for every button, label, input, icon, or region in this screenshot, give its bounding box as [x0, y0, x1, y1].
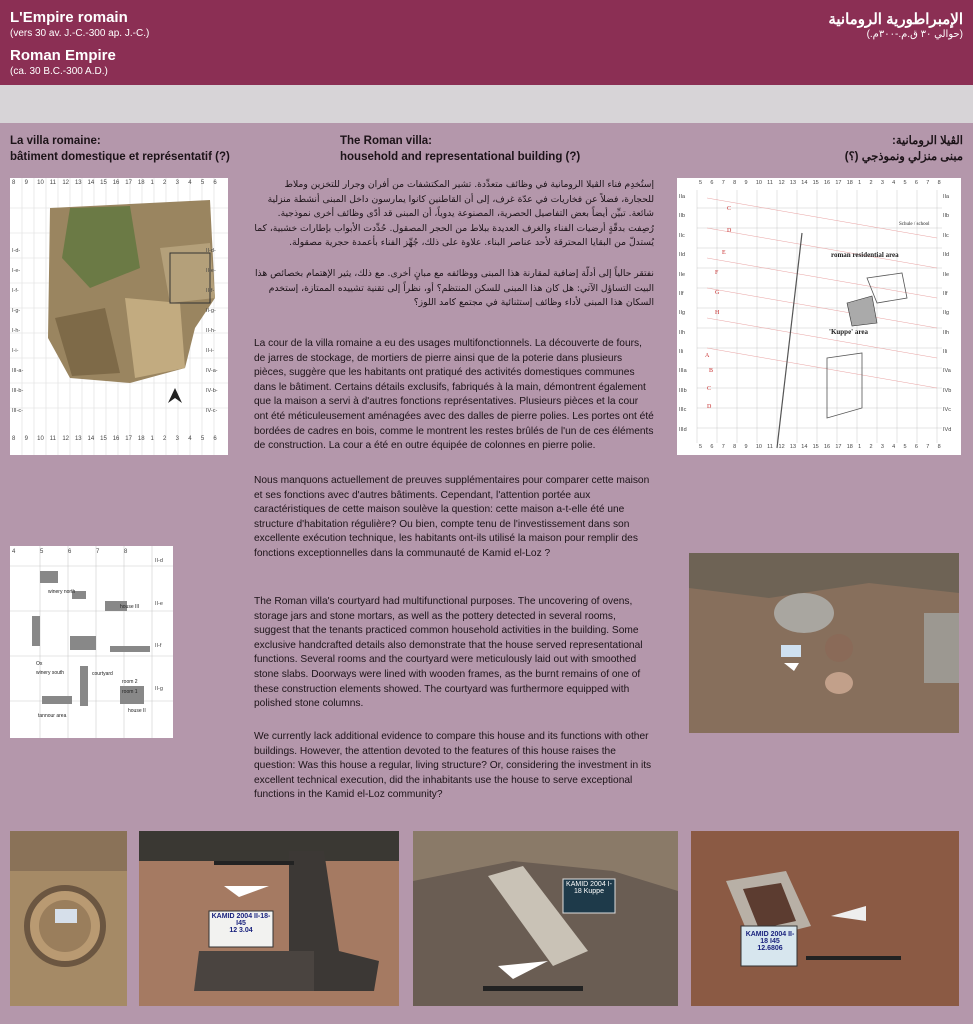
tick-label: 7 — [721, 444, 725, 450]
tick-label: 12 — [62, 180, 70, 186]
banner-fr-subtitle: (vers 30 av. J.-C.-300 ap. J.-C.) — [10, 28, 150, 39]
plan-room-label: tannour area — [38, 713, 67, 719]
plan3-room-labels — [10, 546, 173, 738]
tick-label: I-e- — [12, 268, 21, 274]
tick-label: IVa — [943, 368, 951, 375]
tick-label: 15 — [100, 180, 107, 186]
paragraph-english-2: We currently lack additional evidence to compare this house and its functions with other buildings. However, the attention devoted to the features of this house raises the question: Was this house a regular, living structure? Or, considering the investment in its excellent technical execution, did the inhabitants use the house to serve exceptional functions in the Kamid el-Loz community? — [254, 731, 652, 801]
tick-label: II-h- — [206, 328, 216, 334]
tick-label: 8 — [937, 444, 941, 450]
plan1-bottom-ticks — [12, 436, 226, 446]
title-banner — [0, 0, 973, 85]
plan-room-label: house II — [128, 708, 146, 714]
tick-label: 8 — [12, 180, 16, 186]
tick-label: 3 — [880, 180, 884, 186]
tick-label: 10 — [37, 180, 44, 186]
plan-grid-letter: G — [715, 290, 720, 296]
grey-strip — [0, 85, 973, 123]
tick-label: IIIc — [679, 407, 687, 414]
tick-label: 7 — [96, 549, 100, 555]
tick-label: 8 — [733, 180, 737, 186]
tick-label: 2 — [869, 444, 873, 450]
tick-label: IIa — [679, 194, 686, 200]
plan2-area-labels — [677, 178, 961, 455]
tick-label: 14 — [801, 180, 808, 186]
tick-label: 6 — [710, 444, 714, 450]
tick-label: I-f- — [12, 288, 19, 294]
tick-label: 16 — [112, 436, 120, 442]
tick-label: IIf — [679, 290, 684, 297]
excavation-photo-burnt-frame — [139, 831, 399, 1006]
heading-arabic-line1: الڤيلا الرومانية: — [892, 135, 963, 147]
tick-label: IVd — [943, 426, 952, 433]
tick-label: 13 — [74, 180, 82, 186]
tick-label: 5 — [903, 180, 907, 186]
banner-fr-title: L'Empire romain — [10, 9, 128, 26]
house-plan — [10, 546, 173, 738]
tick-label: II-g — [155, 685, 163, 692]
heading-english-line2: household and representational building (?) — [340, 151, 581, 163]
tick-label: IId — [679, 252, 686, 259]
tick-label: 8 — [733, 444, 737, 450]
heading-arabic-line2: مبنى منزلي ونموذجي (؟) — [844, 151, 963, 163]
tick-label: IIi — [679, 349, 684, 356]
tick-label: 9 — [744, 444, 748, 450]
tick-label: 6 — [213, 180, 217, 186]
plan1-top-ticks — [12, 180, 226, 190]
tick-label: IVb — [943, 387, 952, 394]
heading-french — [10, 133, 230, 165]
banner-en-subtitle: (ca. 30 B.C.-300 A.D.) — [10, 66, 108, 77]
tick-label: II-d- — [206, 248, 216, 254]
tick-label: 5 — [200, 436, 205, 442]
tick-label: 7 — [926, 444, 930, 450]
banner-ar-subtitle: (حوالي ٣٠ ق.م.-٣٠٠م.) — [866, 29, 963, 40]
tick-label: IIId — [679, 426, 687, 433]
tick-label: 6 — [914, 180, 918, 186]
tick-label: 9 — [744, 180, 748, 186]
heading-french-line2: bâtiment domestique et représentatif (?) — [10, 151, 230, 163]
tick-label: 1 — [858, 180, 862, 186]
tick-label: 5 — [40, 549, 44, 555]
excavation-photo-oven — [10, 831, 127, 1006]
tick-label: 5 — [200, 180, 205, 186]
tick-label: 13 — [789, 180, 797, 186]
photo4-find-tag: KAMID 2004 I-18 Kuppe — [566, 881, 612, 895]
tick-label: II-d — [155, 558, 163, 564]
plan-grid-letter: E — [722, 250, 726, 256]
tick-label: 2 — [163, 436, 167, 442]
heading-arabic — [845, 133, 963, 165]
tick-label: 8 — [124, 549, 128, 555]
tick-label: 17 — [835, 180, 842, 186]
plan-area-label: Schule / school — [899, 222, 930, 227]
tick-label: II-g- — [206, 308, 216, 314]
tick-label: 4 — [188, 436, 192, 442]
plan-room-label: room 1 — [122, 689, 138, 695]
tick-label: IV-b- — [206, 388, 218, 394]
tick-label: 15 — [812, 444, 819, 450]
tick-label: 15 — [812, 180, 819, 186]
tick-label: III-c- — [12, 408, 23, 414]
tick-label: IIe — [679, 271, 686, 278]
tick-label: 16 — [112, 180, 120, 186]
plan-room-label: courtyard — [92, 671, 113, 677]
tick-label: IIc — [679, 232, 685, 239]
tick-label: 5 — [903, 444, 907, 450]
photo3-tag-line2: 12 3.04 — [229, 927, 253, 934]
plan-grid-letter: C — [727, 206, 732, 212]
tick-label: 8 — [937, 180, 941, 186]
paragraph-english-1: The Roman villa's courtyard had multifunctional purposes. The uncovering of ovens, storage jars and stone mortars, as well as the pottery detected in several rooms, suggest that the tenants practiced common household activities in the building. Some exclusive handcrafted details also demonstrate that the house served representational functions. Several rooms and the courtyard were meticulously laid out with smoothed stone slabs. Doorways were lined with wooden frames, as the burnt remains of one of these construction elements showed. The courtyard was furthermore equipped with polished stone columns. — [254, 596, 643, 710]
tick-label: 14 — [87, 180, 95, 186]
banner-en-title: Roman Empire — [10, 47, 116, 64]
tick-label: 12 — [778, 180, 785, 186]
tick-label: 6 — [68, 549, 72, 555]
tick-label: 9 — [24, 180, 28, 186]
plan-area-label: roman residential area — [831, 251, 899, 259]
tick-label: 1 — [150, 436, 154, 442]
tick-label: 17 — [835, 444, 842, 450]
excavation-photo-column — [413, 831, 678, 1006]
tick-label: 6 — [914, 444, 918, 450]
tick-label: IIh — [943, 329, 950, 336]
tick-label: 17 — [125, 180, 132, 186]
tick-label: 11 — [49, 436, 56, 442]
photo5-tag-line1: KAMID 2004 II-18 I45 — [745, 931, 795, 945]
tick-label: 1 — [150, 180, 154, 186]
heading-english-line1: The Roman villa: — [340, 135, 433, 147]
tick-label: 7 — [721, 180, 725, 186]
tick-label: 15 — [100, 436, 107, 442]
tick-label: IIf — [943, 290, 948, 297]
plan-room-label: winery north — [48, 589, 76, 595]
tick-label: IIb — [943, 213, 950, 220]
plan-grid-letter: D — [727, 228, 732, 234]
tick-label: 14 — [87, 436, 95, 442]
plan-room-label: Ox — [36, 661, 43, 667]
tick-label: I-h- — [12, 328, 21, 334]
plan1-right-ticks — [206, 248, 228, 428]
photo5-tag-line2: 12.6806 — [757, 945, 783, 952]
tick-label: IIb — [679, 213, 686, 220]
tick-label: 3 — [175, 436, 179, 442]
tick-label: IVc — [943, 407, 951, 414]
plan-grid-letter: D — [707, 404, 712, 410]
photo3-tag-line1: KAMID 2004 II-18-I45 — [211, 913, 271, 927]
tick-label: 4 — [12, 549, 16, 555]
banner-ar-title: الإمبراطورية الرومانية — [828, 11, 963, 28]
tick-label: 7 — [926, 180, 930, 186]
plan-room-label: house III — [120, 604, 140, 610]
heading-english — [340, 133, 580, 165]
tick-label: 13 — [789, 444, 797, 450]
tick-label: IIg — [943, 310, 950, 317]
photo5-find-tag — [744, 931, 796, 952]
tick-label: 11 — [767, 444, 773, 450]
tick-label: 5 — [699, 444, 703, 450]
tick-label: 10 — [755, 444, 762, 450]
tick-label: II-f- — [206, 288, 215, 294]
tick-label: 16 — [824, 444, 831, 450]
tick-label: 2 — [869, 180, 873, 186]
tick-label: IIIb — [679, 387, 687, 394]
tick-label: 18 — [137, 180, 145, 186]
tick-label: 18 — [846, 180, 853, 186]
tick-label: 13 — [74, 436, 82, 442]
plan-grid-letter: F — [715, 270, 719, 276]
paragraph-arabic-1: إستُخدِم فناء الڤيلا الرومانية في وظائف متعدِّدة. تشير المكتشفات من أفران وجرار للتخزين وملاط للحجارة، فضلاً عن فخاريات في عدّة غرف، إلى أن القاطنين كانوا يمارسون داخل المبنى أنشطة منزلية شائعة. تبيِّن أيضاً بعض التفاصيل الحصرية، المصنوعة يدوياً، أن المبنى قد أدّى وظائف أخرى نموذجية. رُصِفت بدقّةٍ أرضيات الفناء والغرف العديدة ببلاط من الحجر المصقول. حُدِّدت الأبواب بإطارات خشبية، كما يُستدلّ من البقايا المحترقة لأحد عناصر البناء. علاوة على ذلك، جُهِّز الفناء بأعمدة حجرية مصقولة. — [254, 179, 654, 249]
plan-room-label: winery south — [36, 670, 65, 676]
tick-label: 12 — [778, 444, 785, 450]
tick-label: IIa — [943, 194, 950, 200]
tick-label: IIc — [943, 232, 949, 239]
tick-label: 1 — [858, 444, 862, 450]
tick-label: 12 — [62, 436, 70, 442]
tick-label: IV-c- — [206, 408, 218, 414]
tick-label: 6 — [710, 180, 714, 186]
tick-label: 18 — [846, 444, 853, 450]
tick-label: IIg — [679, 310, 686, 317]
tick-label: 4 — [892, 444, 896, 450]
paragraph-arabic-2: نفتقر حالياً إلى أدلّة إضافية لمقارنة هذا المبنى ووظائفه مع مبانٍ أخرى. مع ذلك، يثير الإهتمام بخصائص هذا البيت التساؤل الآتي: هل كان هذا المبنى للسكن المنتظم؟ أو، نظراً إلى تقنية تشييده الممتازة، إستخدم السكان هذا المبنى لأداء وظائف إستثنائية في مجتمع كامد اللوز؟ — [254, 268, 654, 309]
plan1-left-ticks — [12, 248, 38, 428]
survey-plan — [677, 178, 961, 455]
tick-label: 11 — [767, 180, 773, 186]
tick-label: 3 — [175, 180, 179, 186]
tick-label: II-e — [155, 600, 163, 607]
tick-label: 4 — [188, 180, 192, 186]
plan-grid-letter: A — [705, 353, 710, 359]
tick-label: 18 — [137, 436, 145, 442]
tick-label: 14 — [801, 444, 808, 450]
tick-label: IIIa — [679, 368, 687, 375]
tick-label: 6 — [213, 436, 217, 442]
tick-label: I-i- — [12, 348, 19, 354]
plan-grid-letter: B — [709, 368, 714, 374]
tick-label: 17 — [125, 436, 132, 442]
tick-label: 10 — [755, 180, 762, 186]
plan-area-label: 'Kuppe' area — [829, 328, 868, 336]
tick-label: 3 — [880, 444, 884, 450]
excavation-photo-stone-basin — [691, 831, 959, 1006]
tick-label: 8 — [12, 436, 16, 442]
plan-grid-letter: C — [707, 386, 712, 392]
tick-label: IIe — [943, 271, 950, 278]
aerial-site-plan — [10, 178, 228, 455]
tick-label: III-b- — [12, 388, 24, 394]
tick-label: III-a- — [12, 368, 24, 374]
tick-label: IIi — [943, 349, 948, 356]
tick-label: I-g- — [12, 308, 21, 314]
tick-label: II-i- — [206, 348, 214, 354]
heading-french-line1: La villa romaine: — [10, 135, 101, 147]
paragraph-french-1: La cour de la villa romaine a eu des usages multifonctionnels. La découverte de fours, de jarres de stockage, de mortiers de pierre ainsi que de la poterie dans plusieurs pièces, suggère que les habitants ont pratiqué des activités domestiques communes dans le bâtiment. Certains détails exclusifs, fabriqués à la main, démontrent également que la maison a servi à d'autres fonctions représentatives. Plusieurs pièces et la cour ont été méticuleusement aménagées avec des dalles de pierre polies. Les portes ont été bordées de cadres en bois, comme le montrent les restes brûlés de l'un de ces éléments de construction. La cour a été en outre équipée de colonnes en pierre polie. — [254, 338, 654, 452]
tick-label: 2 — [163, 180, 167, 186]
tick-label: 16 — [824, 180, 831, 186]
tick-label: 11 — [49, 180, 56, 186]
tick-label: 9 — [24, 436, 28, 442]
tick-label: IV-a- — [206, 368, 218, 374]
excavation-photo-jars — [689, 553, 959, 733]
photo3-find-tag — [211, 913, 271, 934]
tick-label: 10 — [37, 436, 44, 442]
tick-label: 5 — [699, 180, 703, 186]
tick-label: II-e- — [206, 268, 216, 274]
paragraph-french-2: Nous manquons actuellement de preuves supplémentaires pour comparer cette maison et ses fonctions avec d'autres bâtiments. Cependant, l'attention portée aux caractéristiques de cette maison soulève la question: cette maison a-t-elle été une structure d'habitation régulière? Ou bien, compte tenu de l'investissement dans son excellente exécution technique, les habitants ont-ils utilisé la maison pour remplir des fonctions exceptionnelles dans la communauté de Kamid el-Loz ? — [254, 475, 650, 559]
plan-grid-letter: H — [715, 310, 720, 316]
tick-label: I-d- — [12, 248, 21, 254]
tick-label: IIh — [679, 329, 686, 336]
tick-label: IId — [943, 252, 950, 259]
plan-room-label: room 2 — [122, 679, 138, 685]
tick-label: 4 — [892, 180, 896, 186]
tick-label: II-f — [155, 643, 162, 649]
